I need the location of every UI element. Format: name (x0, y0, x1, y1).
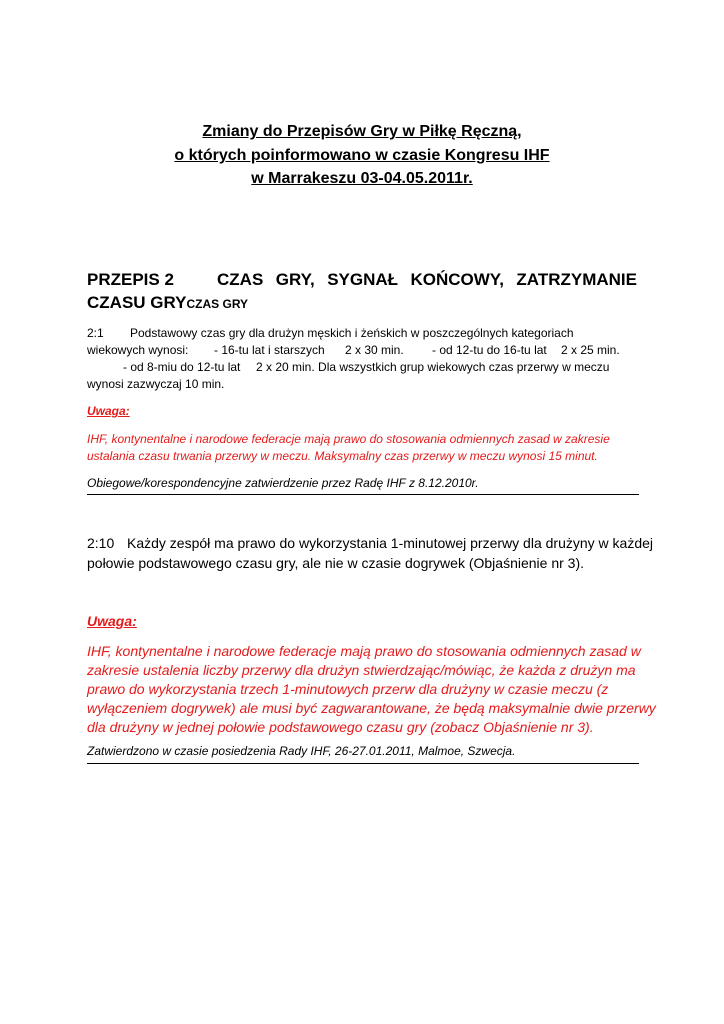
note-1-line-2: ustalania czasu trwania przerwy w meczu. Maksymalny czas przerwy w meczu wynosi 15 minut. (87, 449, 598, 463)
section-heading-line-2 (87, 291, 637, 316)
rule-number: 2:10 (87, 535, 115, 551)
note-2-line-4: wyłączeniem dogrywek) ale musi być zagwarantowane, że będą maksymalnie dwie przerwy (87, 700, 656, 716)
note-1-line-1: IHF, kontynentalne i narodowe federacje mają prawo do stosowania odmiennych zasad w zakresie (87, 432, 610, 446)
divider (87, 763, 639, 764)
rule-2-10-line-1 (87, 532, 653, 554)
section-title-words (217, 268, 637, 292)
rule-2-1-line-3 (123, 359, 609, 376)
rule-number: 2:1 (87, 326, 104, 340)
section-word: SYGNAŁ (327, 270, 399, 289)
document-title-line-1: Zmiany do Przepisów Gry w Piłkę Ręczną, (202, 123, 522, 140)
rule-2-1-line-1 (87, 325, 574, 342)
approval-note-1: Obiegowe/korespondencyjne zatwierdzenie przez Radę IHF z 8.12.2010r. (87, 476, 479, 490)
rule-text: 2 x 30 min. (345, 343, 404, 357)
rule-text: wiekowych wynosi: (87, 343, 189, 357)
section-word: KOŃCOWY, (410, 270, 504, 289)
rule-text: - od 12-tu do 16-tu lat (432, 343, 547, 357)
rule-text: Każdy zespół ma prawo do wykorzystania 1-minutowej przerwy dla drużyny w każdej (127, 535, 653, 551)
rule-2-1-line-2 (87, 342, 620, 359)
note-2-line-3: prawo do wykorzystania trzech 1-minutowych przerw dla drużyny w czasie meczu (z (87, 681, 609, 697)
rule-2-10-line-2: połowie podstawowego czasu gry, ale nie w czasie dogrywek (Objaśnienie nr 3). (87, 555, 584, 571)
section-word: GRY, (275, 270, 315, 289)
rule-text: Podstawowy czas gry dla drużyn męskich i żeńskich w poszczególnych kategoriach (130, 326, 574, 340)
section-number: PRZEPIS 2 (87, 270, 174, 289)
section-title-continued: CZASU GRY (87, 293, 187, 312)
note-label: Uwaga: (87, 404, 130, 418)
note-label: Uwaga: (87, 613, 137, 629)
section-word: ZATRZYMANIE (516, 270, 637, 289)
rule-text: - 16-tu lat i starszych (214, 343, 325, 357)
section-heading (87, 268, 637, 292)
rule-text: 2 x 25 min. (561, 343, 620, 357)
note-2-line-2: zakresie ustalenia liczby przerwy dla drużyn stwierdzając/mówiąc, że każda z drużyn ma (87, 662, 636, 678)
rule-text: - od 8-miu do 12-tu lat (123, 360, 241, 374)
divider (87, 494, 639, 495)
note-2-line-5: dla drużyny w jednej połowie podstawowego czasu gry (zobacz Objaśnienie nr 3). (87, 719, 594, 735)
document-title-line-2: o których poinformowano w czasie Kongresu IHF (174, 147, 550, 164)
rule-text: 2 x 20 min. Dla wszystkich grup wiekowych czas przerwy w meczu (256, 360, 610, 374)
rule-2-1-line-4: wynosi zazwyczaj 10 min. (87, 377, 225, 391)
document-title-line-3: w Marrakeszu 03-04.05.2011r. (251, 170, 473, 187)
approval-note-2: Zatwierdzono w czasie posiedzenia Rady IHF, 26-27.01.2011, Malmoe, Szwecja. (87, 744, 516, 758)
note-2-line-1: IHF, kontynentalne i narodowe federacje mają prawo do stosowania odmiennych zasad w (87, 643, 641, 659)
section-title-small: CZAS GRY (186, 297, 249, 311)
section-word: CZAS (217, 270, 264, 289)
